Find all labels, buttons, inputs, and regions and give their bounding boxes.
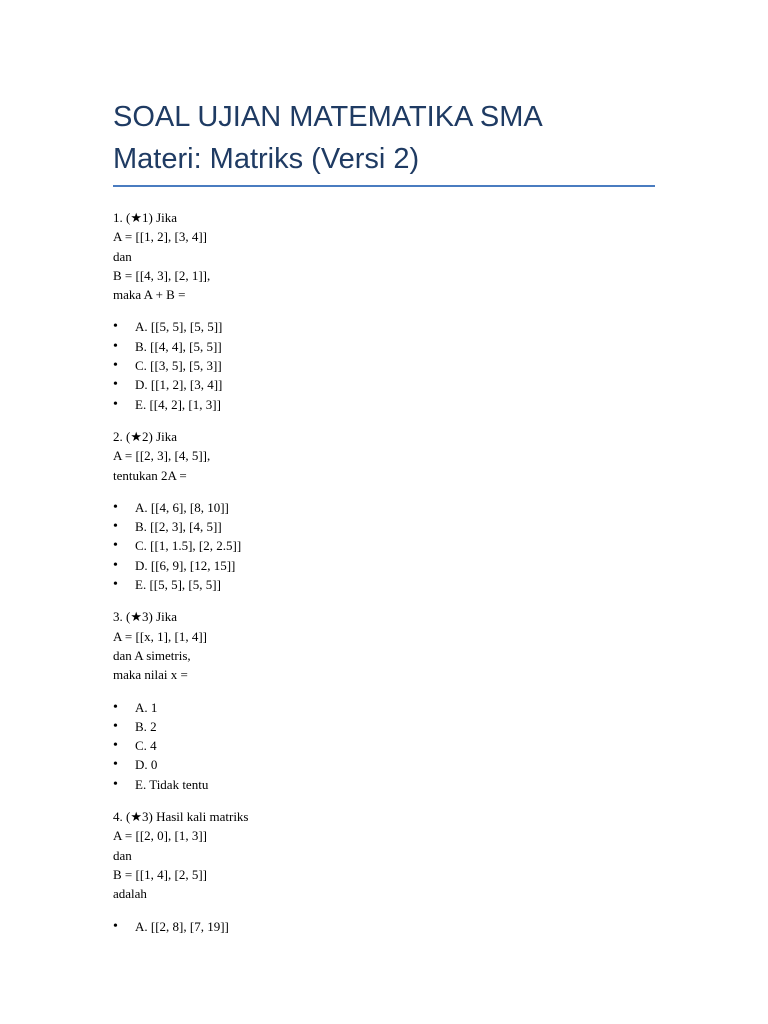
title-line-2: Materi: Matriks (Versi 2) xyxy=(113,143,420,175)
bullet-icon: • xyxy=(113,377,118,393)
question-text-line: adalah xyxy=(113,886,147,902)
answer-option-text: D. [[1, 2], [3, 4]] xyxy=(135,377,223,393)
answer-option xyxy=(113,755,655,774)
question-list xyxy=(113,208,655,936)
page-title xyxy=(113,96,655,180)
answer-option-text: C. [[1, 1.5], [2, 2.5]] xyxy=(135,538,242,554)
question-text-line: maka nilai x = xyxy=(113,667,188,683)
bullet-icon: • xyxy=(113,757,118,773)
title-divider xyxy=(113,185,655,187)
bullet-icon: • xyxy=(113,319,118,335)
question-text-line: 4. (★3) Hasil kali matriks xyxy=(113,809,249,825)
answer-option xyxy=(113,556,655,575)
answer-options xyxy=(113,498,655,594)
answer-option-text: B. 2 xyxy=(135,718,157,734)
answer-option xyxy=(113,717,655,736)
answer-option-text: A. [[2, 8], [7, 19]] xyxy=(135,918,229,934)
answer-option xyxy=(113,317,655,336)
bullet-icon: • xyxy=(113,718,118,734)
question-text-line: 2. (★2) Jika xyxy=(113,428,178,444)
bullet-icon: • xyxy=(113,776,118,792)
answer-option xyxy=(113,536,655,555)
bullet-icon: • xyxy=(113,918,118,934)
bullet-icon: • xyxy=(113,396,118,412)
question-3 xyxy=(113,607,655,794)
answer-option-text: D. [[6, 9], [12, 15]] xyxy=(135,557,236,573)
question-text-line: tentukan 2A = xyxy=(113,467,187,483)
question-2 xyxy=(113,427,655,594)
answer-option-text: B. [[4, 4], [5, 5]] xyxy=(135,338,222,354)
bullet-icon: • xyxy=(113,519,118,535)
question-text-line: dan A simetris, xyxy=(113,647,191,663)
title-line-1: SOAL UJIAN MATEMATIKA SMA xyxy=(113,101,543,133)
answer-options xyxy=(113,317,655,413)
bullet-icon: • xyxy=(113,577,118,593)
bullet-icon: • xyxy=(113,499,118,515)
bullet-icon: • xyxy=(113,338,118,354)
answer-option xyxy=(113,517,655,536)
answer-option-text: A. 1 xyxy=(135,699,158,715)
answer-options xyxy=(113,917,655,936)
answer-option xyxy=(113,698,655,717)
bullet-icon: • xyxy=(113,699,118,715)
question-text-line: 1. (★1) Jika xyxy=(113,210,178,225)
answer-option xyxy=(113,775,655,794)
answer-option-text: E. Tidak tentu xyxy=(135,776,209,792)
answer-option xyxy=(113,575,655,594)
question-text-line: A = [[x, 1], [1, 4]] xyxy=(113,628,207,644)
answer-option-text: D. 0 xyxy=(135,757,158,773)
answer-option xyxy=(113,917,655,936)
answer-option xyxy=(113,498,655,517)
answer-option-text: E. [[5, 5], [5, 5]] xyxy=(135,577,221,593)
answer-option-text: A. [[4, 6], [8, 10]] xyxy=(135,499,229,515)
answer-option xyxy=(113,337,655,356)
question-text-line: dan xyxy=(113,248,132,264)
question-text-line: maka A + B = xyxy=(113,287,186,303)
question-text-line: B = [[4, 3], [2, 1]], xyxy=(113,267,211,283)
answer-option-text: C. 4 xyxy=(135,738,157,754)
answer-option xyxy=(113,395,655,414)
answer-options xyxy=(113,698,655,794)
question-text-line: 3. (★3) Jika xyxy=(113,609,178,625)
answer-option xyxy=(113,356,655,375)
answer-option-text: E. [[4, 2], [1, 3]] xyxy=(135,396,221,412)
question-1 xyxy=(113,208,655,414)
question-text-line: dan xyxy=(113,847,132,863)
question-4 xyxy=(113,807,655,936)
question-text-line: A = [[1, 2], [3, 4]] xyxy=(113,229,207,245)
answer-option-text: C. [[3, 5], [5, 3]] xyxy=(135,358,222,374)
question-text-line: B = [[1, 4], [2, 5]] xyxy=(113,866,207,882)
bullet-icon: • xyxy=(113,358,118,374)
answer-option xyxy=(113,375,655,394)
bullet-icon: • xyxy=(113,738,118,754)
bullet-icon: • xyxy=(113,557,118,573)
answer-option-text: A. [[5, 5], [5, 5]] xyxy=(135,319,223,335)
answer-option-text: B. [[2, 3], [4, 5]] xyxy=(135,519,222,535)
question-text-line: A = [[2, 0], [1, 3]] xyxy=(113,828,207,844)
answer-option xyxy=(113,736,655,755)
question-text-line: A = [[2, 3], [4, 5]], xyxy=(113,448,211,464)
bullet-icon: • xyxy=(113,538,118,554)
